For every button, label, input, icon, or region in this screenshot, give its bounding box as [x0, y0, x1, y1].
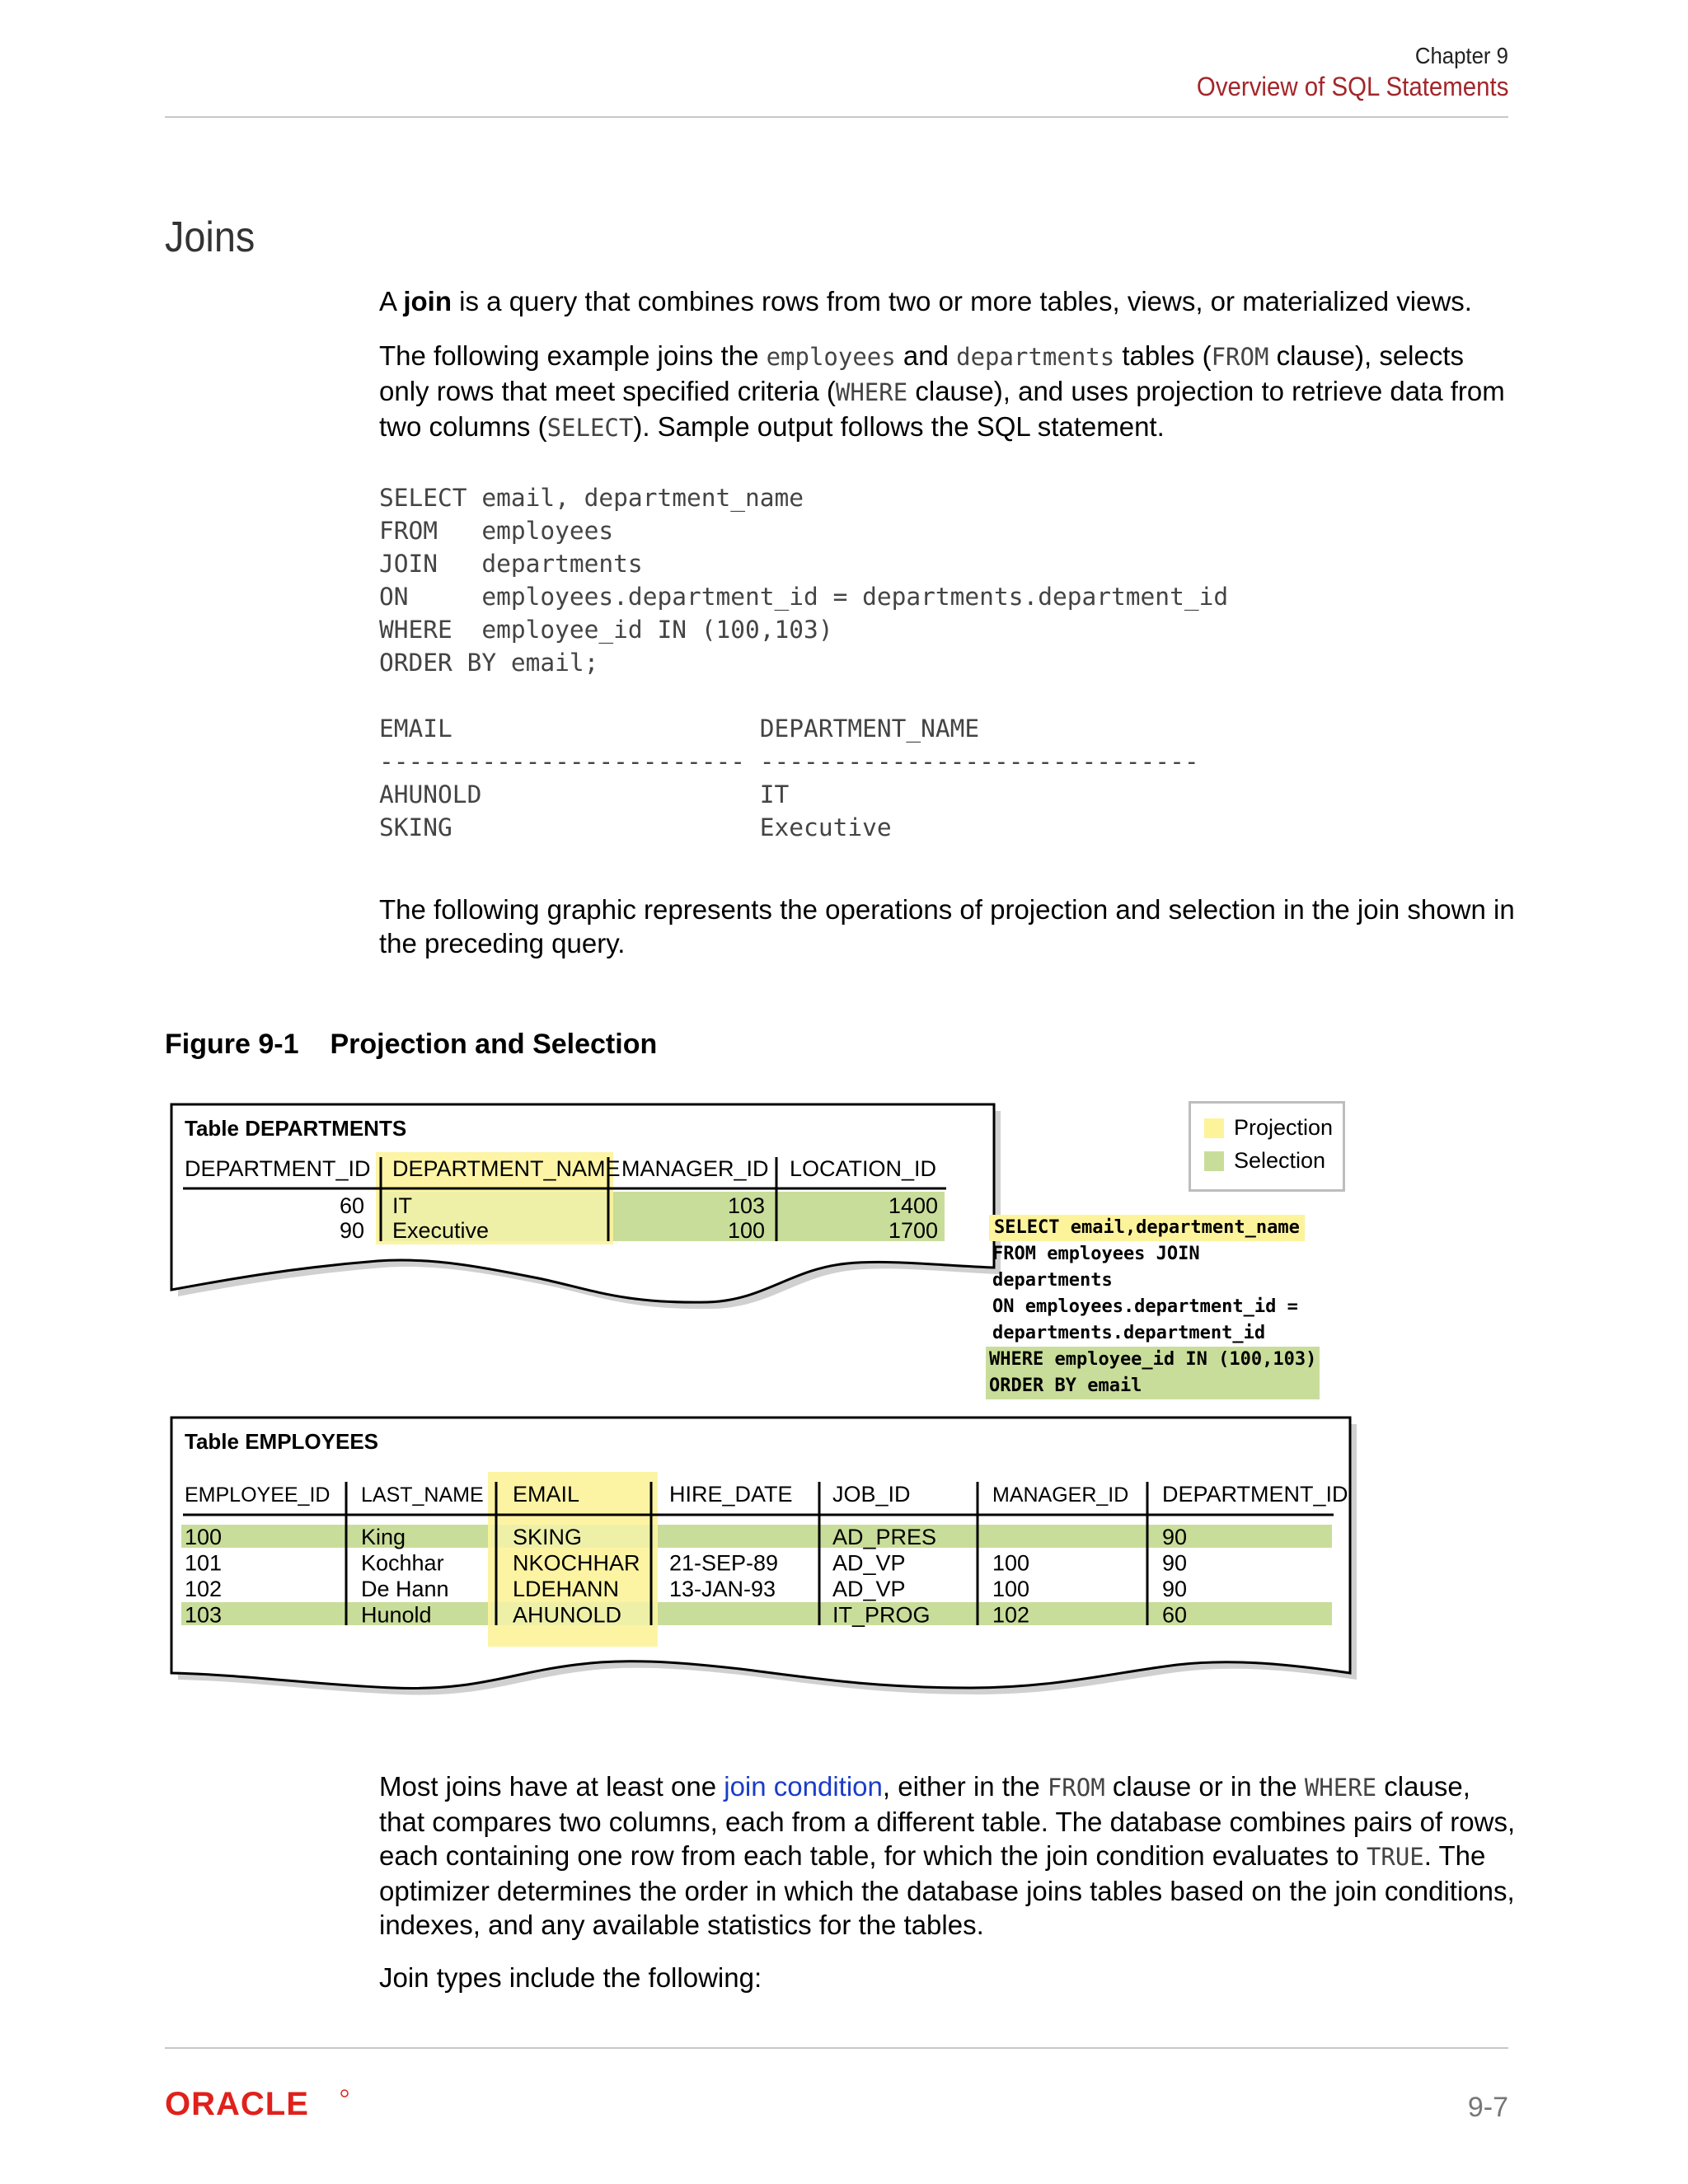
- figure-sql-statement: [989, 1215, 1316, 1399]
- text-span: clause), selects only rows that meet specified criteria (: [379, 340, 1465, 406]
- emp-cell: 102: [992, 1602, 1030, 1628]
- employees-title: Table EMPLOYEES: [185, 1429, 379, 1454]
- figure-title: Projection and Selection: [330, 1029, 658, 1060]
- figure-legend: [1189, 1101, 1345, 1192]
- emp-header-1: EMPLOYEE_ID: [185, 1483, 331, 1507]
- emp-header-2: LAST_NAME: [361, 1483, 484, 1507]
- paragraph-example-intro: [379, 339, 1517, 445]
- dept-cell: 90: [339, 1218, 364, 1243]
- emp-header-4: HIRE_DATE: [669, 1482, 793, 1507]
- emp-cell: 90: [1162, 1577, 1188, 1601]
- join-condition-link[interactable]: join condition: [724, 1771, 883, 1802]
- projection-swatch: [1204, 1118, 1224, 1138]
- emp-selection-row-103: [181, 1602, 1332, 1625]
- dept-cell: 60: [339, 1193, 364, 1218]
- dept-cell: IT: [392, 1193, 412, 1218]
- code-from: FROM: [1047, 1774, 1105, 1802]
- oracle-logo-text: ORACLE: [165, 2087, 309, 2120]
- emp-cell: LDEHANN: [513, 1577, 620, 1601]
- figure-number: Figure 9-1: [165, 1029, 299, 1060]
- text-span: A: [379, 286, 404, 316]
- code-employees: employees: [766, 343, 896, 371]
- sql-select-line: SELECT email,department_name: [989, 1215, 1305, 1241]
- sql-line: FROM employees JOIN: [992, 1244, 1200, 1264]
- emp-header-3: EMAIL: [513, 1482, 580, 1507]
- paragraph-join-definition: [379, 284, 1517, 318]
- emp-cell: SKING: [513, 1525, 583, 1549]
- paragraph-graphic-intro: The following graphic represents the operations of projection and selection in the join shown in the preceding query.: [379, 894, 1515, 958]
- emp-cell: NKOCHHAR: [513, 1550, 640, 1576]
- figure-caption: [165, 1029, 657, 1061]
- emp-cell: 103: [185, 1602, 223, 1628]
- code-from: FROM: [1211, 343, 1269, 371]
- code-example-block: [379, 481, 1228, 844]
- emp-cell: AD_PRES: [832, 1525, 937, 1549]
- dept-cell: 1700: [888, 1218, 938, 1243]
- code-example: SELECT email, department_name FROM employees JOIN departments ON employees.department_id = departments.department_id WHERE employee_id IN (100,103) ORDER BY email; EMAIL DEPARTMENT_NAME ------------------------- ------------------------------ AHUNOLD IT SKING Executive: [379, 484, 1229, 841]
- code-where: WHERE: [835, 378, 908, 406]
- dept-cell: 100: [727, 1218, 765, 1243]
- legend-projection-label: Projection: [1234, 1115, 1334, 1140]
- text-span: is a query that combines rows from two or more tables, views, or materialized views.: [452, 286, 1472, 316]
- emp-cell: 90: [1162, 1550, 1188, 1576]
- departments-table: [171, 1104, 1001, 1309]
- footer-divider: [165, 2047, 1508, 2049]
- dept-header-1: DEPARTMENT_ID: [185, 1156, 371, 1181]
- sql-line: ON employees.department_id =: [992, 1296, 1298, 1317]
- emp-cell: De Hann: [361, 1577, 449, 1601]
- emp-cell: 101: [185, 1550, 223, 1576]
- code-true: TRUE: [1366, 1843, 1424, 1871]
- sql-orderby-line: ORDER BY email: [986, 1373, 1320, 1399]
- emp-cell: 100: [992, 1577, 1030, 1601]
- emp-selection-row-100: [181, 1525, 1332, 1548]
- chapter-label: Chapter 9: [1414, 43, 1508, 68]
- sql-where-line: WHERE employee_id IN (100,103): [986, 1347, 1320, 1373]
- emp-cell: King: [361, 1525, 406, 1549]
- legend-selection: [1204, 1148, 1325, 1174]
- code-select: SELECT: [546, 414, 634, 442]
- text-span: clause, that compares two columns, each from a different table. The database combines pairs of rows, each containing one row from each table, for which the join condition evaluates to: [379, 1771, 1516, 1871]
- emp-cell: 13-JAN-93: [669, 1577, 776, 1601]
- emp-header-7: DEPARTMENT_ID: [1162, 1482, 1348, 1507]
- dept-header-2: DEPARTMENT_NAME: [392, 1156, 621, 1181]
- emp-cell: Kochhar: [361, 1550, 444, 1576]
- emp-header-5: JOB_ID: [832, 1482, 911, 1507]
- legend-projection: [1204, 1115, 1333, 1141]
- text-span: clause), and uses projection to retrieve data from two columns (: [379, 376, 1505, 442]
- dept-header-4: LOCATION_ID: [790, 1156, 937, 1181]
- emp-cell: AHUNOLD: [513, 1602, 622, 1628]
- code-departments: departments: [956, 343, 1115, 371]
- text-span: Most joins have at least one: [379, 1771, 724, 1802]
- header-divider: [165, 116, 1508, 118]
- text-span: The following example joins the: [379, 340, 767, 371]
- registered-mark-icon: [341, 2090, 348, 2097]
- emp-cell: 21-SEP-89: [669, 1550, 779, 1576]
- legend-selection-label: Selection: [1234, 1148, 1326, 1173]
- paragraph-join-condition: [379, 1769, 1517, 1942]
- emp-cell: AD_VP: [832, 1550, 906, 1576]
- sql-line: departments: [992, 1270, 1113, 1291]
- emp-cell: 100: [992, 1550, 1030, 1576]
- page-number: 9-7: [1467, 2092, 1508, 2123]
- text-span: . The optimizer determines the order in which the database joins tables based on the join conditions, indexes, and any available statistics for the tables.: [379, 1840, 1515, 1940]
- dept-cell: 1400: [888, 1193, 938, 1218]
- code-where: WHERE: [1304, 1774, 1377, 1802]
- text-span: tables (: [1114, 340, 1212, 371]
- emp-header-6: MANAGER_ID: [992, 1483, 1129, 1507]
- text-span: and: [895, 340, 957, 371]
- sql-line: departments.department_id: [992, 1323, 1266, 1343]
- emp-cell: IT_PROG: [832, 1602, 931, 1628]
- dept-header-3: MANAGER_ID: [621, 1156, 769, 1181]
- emp-cell: 90: [1162, 1525, 1188, 1549]
- sql-line: [989, 1215, 1316, 1241]
- employees-table: [171, 1418, 1357, 1694]
- emp-cell: 100: [185, 1525, 223, 1549]
- emp-cell: 60: [1162, 1602, 1188, 1628]
- term-join: join: [403, 286, 452, 316]
- oracle-logo: [165, 2087, 354, 2120]
- text-span: clause or in the: [1104, 1771, 1305, 1802]
- emp-cell: AD_VP: [832, 1577, 906, 1601]
- paragraph-join-types: Join types include the following:: [379, 1962, 762, 1993]
- chapter-title: Overview of SQL Statements: [1196, 72, 1508, 101]
- departments-title: Table DEPARTMENTS: [185, 1116, 407, 1141]
- emp-cell: Hunold: [361, 1602, 432, 1628]
- text-span: ). Sample output follows the SQL statement.: [633, 411, 1165, 442]
- dept-cell: Executive: [392, 1218, 490, 1243]
- emp-cell: 102: [185, 1577, 223, 1601]
- section-heading: Joins: [165, 213, 256, 261]
- text-span: , either in the: [882, 1771, 1048, 1802]
- dept-cell: 103: [727, 1193, 765, 1218]
- selection-swatch: [1204, 1151, 1224, 1171]
